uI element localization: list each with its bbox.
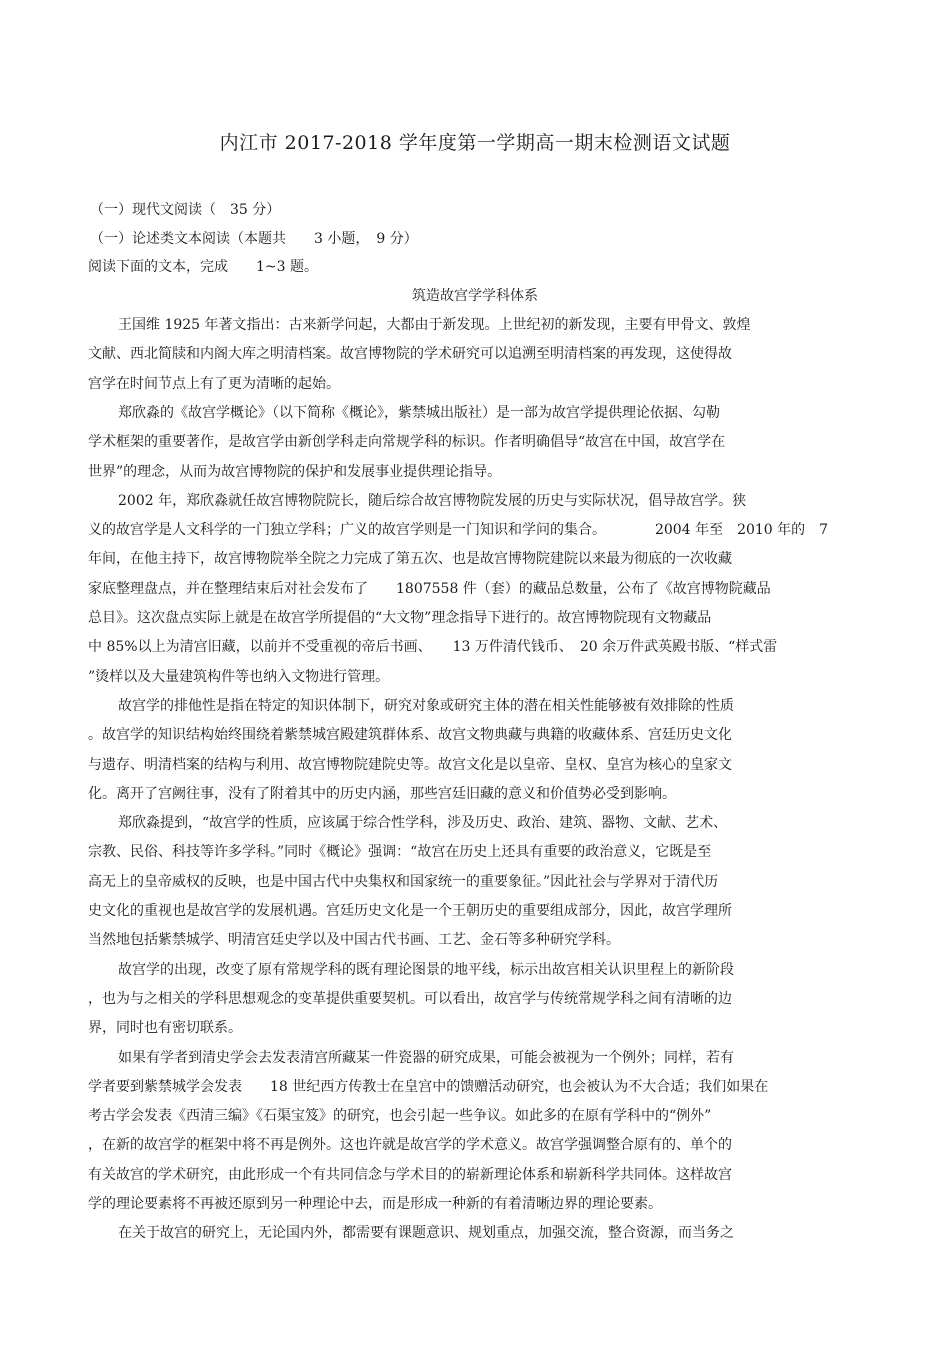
subsection-heading: （一）论述类文本阅读（本题共 3 小题， 9 分） bbox=[90, 231, 418, 247]
article-line: 郑欣淼提到，“故宫学的性质，应该属于综合性学科，涉及历史、政治、建筑、器物、文献、艺术、 bbox=[118, 815, 728, 831]
article-line: 学者要到紫禁城学会发表 18 世纪西方传教士在皇宫中的馈赠活动研究，也会被认为不大合适；我们如果在 bbox=[88, 1079, 769, 1095]
article-line: 学的理论要素将不再被还原到另一种理论中去，而是形成一种新的有着清晰边界的理论要素。 bbox=[88, 1196, 662, 1212]
article-line: 郑欣淼的《故宫学概论》（以下简称《概论》，紫禁城出版社）是一部为故宫学提供理论依据、勾勒 bbox=[118, 405, 720, 421]
article-line: 家底整理盘点，并在整理结束后对社会发布了 1807558 件（套）的藏品总数量，公布了《故宫博物院藏品 bbox=[88, 581, 771, 597]
article-line: 高无上的皇帝威权的反映，也是中国古代中央集权和国家统一的重要象征。”因此社会与学界对于清代历 bbox=[88, 874, 719, 890]
article-line: 故宫学的排他性是指在特定的知识体制下，研究对象或研究主体的潜在相关性能够被有效排除的性质 bbox=[118, 698, 734, 714]
article-line: 有关故宫的学术研究，由此形成一个有共同信念与学术目的的崭新理论体系和崭新科学共同体。这样故宫 bbox=[88, 1167, 732, 1183]
article-line: 故宫学的出现，改变了原有常规学科的既有理论图景的地平线，标示出故宫相关认识里程上的新阶段 bbox=[118, 962, 734, 978]
article-line: 年间，在他主持下，故宫博物院举全院之力完成了第五次、也是故宫博物院建院以来最为彻底的一次收藏 bbox=[88, 551, 732, 567]
article-line: 。故宫学的知识结构始终围绕着紫禁城宫殿建筑群体系、故宫文物典藏与典籍的收藏体系、宫廷历史文化 bbox=[88, 727, 732, 743]
article-line: ，在新的故宫学的框架中将不再是例外。这也许就是故宫学的学术意义。故宫学强调整合原有的、单个的 bbox=[88, 1137, 732, 1153]
article-line: 考古学会发表《西清三编》《石渠宝笈》的研究，也会引起一些争议。如此多的在原有学科中的“例外” bbox=[88, 1108, 712, 1124]
article-line: 学术框架的重要著作，是故宫学由新创学科走向常规学科的标识。作者明确倡导“故宫在中国，故宫学在 bbox=[88, 434, 726, 450]
reading-instruction: 阅读下面的文本，完成 1~3 题。 bbox=[88, 259, 318, 275]
article-line: 总目》。这次盘点实际上就是在故宫学所提倡的“大文物”理念指导下进行的。故宫博物院现有文物藏品 bbox=[88, 610, 712, 626]
article-line: ”烫样以及大量建筑构件等也纳入文物进行管理。 bbox=[88, 669, 390, 685]
document-title: 内江市 2017-2018 学年度第一学期高一期末检测语文试题 bbox=[219, 132, 731, 154]
article-line: 如果有学者到清史学会去发表清宫所藏某一件瓷器的研究成果，可能会被视为一个例外；同样，若有 bbox=[118, 1050, 734, 1066]
article-line: 文献、西北简牍和内阁大库之明清档案。故宫博物院的学术研究可以追溯至明清档案的再发现，这使得故 bbox=[88, 346, 732, 362]
article-line: 宫学在时间节点上有了更为清晰的起始。 bbox=[88, 376, 340, 392]
article-line: 当然地包括紫禁城学、明清宫廷史学以及中国古代书画、工艺、金石等多种研究学科。 bbox=[88, 932, 620, 948]
article-line: 在关于故宫的研究上，无论国内外，都需要有课题意识、规划重点，加强交流，整合资源，而当务之 bbox=[118, 1225, 734, 1241]
article-line: 宗教、民俗、科技等许多学科。”同时《概论》强调：“故宫在历史上还具有重要的政治意义，它既是至 bbox=[88, 844, 712, 860]
article-line: 王国维 1925 年著文指出：古来新学问起，大都由于新发现。上世纪初的新发现，主要有甲骨文、敦煌 bbox=[118, 317, 751, 333]
article-line: 世界”的理念，从而为故宫博物院的保护和发展事业提供理论指导。 bbox=[88, 464, 502, 480]
article-title: 筑造故宫学学科体系 bbox=[412, 288, 538, 304]
article-line: 中 85%以上为清宫旧藏，以前并不受重视的帝后书画、 13 万件清代钱币、 20 余万件武英殿书版、“样式雷 bbox=[88, 639, 778, 655]
article-line: 义的故宫学是人文科学的一门独立学科；广义的故宫学则是一门知识和学问的集合。 2004 年至 2010 年的 7 bbox=[88, 522, 829, 538]
article-line: 史文化的重视也是故宫学的发展机遇。宫廷历史文化是一个王朝历史的重要组成部分，因此，故宫学理所 bbox=[88, 903, 732, 919]
article-line: ，也为与之相关的学科思想观念的变革提供重要契机。可以看出，故宫学与传统常规学科之间有清晰的边 bbox=[88, 991, 732, 1007]
article-line: 与遗存、明清档案的结构与利用、故宫博物院建院史等。故宫文化是以皇帝、皇权、皇宫为核心的皇家文 bbox=[88, 757, 732, 773]
article-line: 2002 年，郑欣淼就任故宫博物院院长，随后综合故宫博物院发展的历史与实际状况，倡导故宫学。狭 bbox=[118, 493, 747, 509]
article-line: 化。离开了宫阙往事，没有了附着其中的历史内涵，那些宫廷旧藏的意义和价值势必受到影响。 bbox=[88, 786, 676, 802]
section-heading: （一）现代文阅读（ 35 分） bbox=[90, 202, 281, 218]
article-line: 界，同时也有密切联系。 bbox=[88, 1020, 242, 1036]
